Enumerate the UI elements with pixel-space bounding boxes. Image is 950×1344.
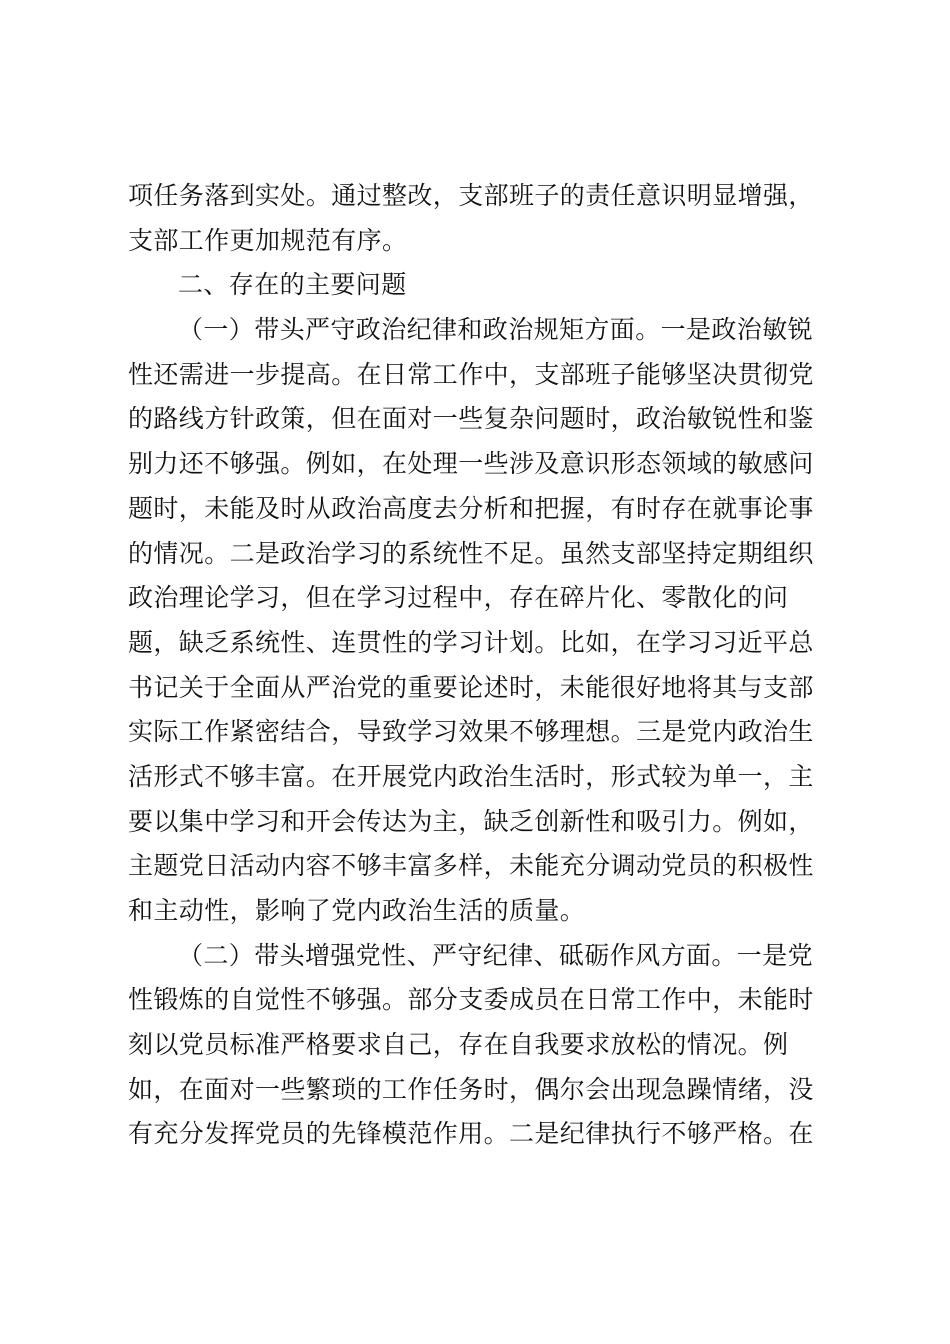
text-line-15: 要以集中学习和开会传达为主，缺乏创新性和吸引力。例如，	[128, 806, 814, 836]
text-line-10: 政治理论学习，但在学习过程中，存在碎片化、零散化的问	[128, 583, 789, 613]
text-line-20: 刻以党员标准严格要求自己，存在自我要求放松的情况。例	[128, 1030, 789, 1060]
subsection-heading-1: （一）带头严守政治纪律和政治规矩方面。一是政治敏锐	[178, 315, 814, 345]
text-line-17: 和主动性，影响了党内政治生活的质量。	[128, 896, 586, 925]
text-line-16: 主题党日活动内容不够丰富多样，未能充分调动党员的积极性	[128, 851, 814, 881]
text-line-14: 活形式不够丰富。在开展党内政治生活时，形式较为单一，主	[128, 761, 814, 791]
text-line-2: 支部工作更加规范有序。	[128, 225, 408, 255]
text-line-22: 有充分发挥党员的先锋模范作用。二是纪律执行不够严格。在	[128, 1119, 814, 1149]
text-line-19: 性锻炼的自觉性不够强。部分支委成员在日常工作中，未能时	[128, 985, 814, 1015]
document-body	[128, 174, 820, 1157]
text-line-1: 项任务落到实处。通过整改，支部班子的责任意识明显增强，	[128, 181, 814, 210]
text-line-13: 实际工作紧密结合，导致学习效果不够理想。三是党内政治生	[128, 717, 814, 747]
section-heading: 二、存在的主要问题	[178, 270, 407, 300]
subsection-heading-2: （二）带头增强党性、严守纪律、砥砺作风方面。一是党	[178, 940, 814, 970]
text-line-11: 题，缺乏系统性、连贯性的学习计划。比如，在学习习近平总	[128, 627, 814, 657]
text-line-6: 的路线方针政策，但在面对一些复杂问题时，政治敏锐性和鉴	[128, 404, 814, 434]
text-line-8: 题时，未能及时从政治高度去分析和把握，有时存在就事论事	[128, 493, 814, 523]
text-line-12: 书记关于全面从严治党的重要论述时，未能很好地将其与支部	[128, 672, 814, 702]
text-line-5: 性还需进一步提高。在日常工作中，支部班子能够坚决贯彻党	[128, 359, 814, 389]
text-line-21: 如，在面对一些繁琐的工作任务时，偶尔会出现急躁情绪，没	[128, 1074, 814, 1104]
text-line-9: 的情况。二是政治学习的系统性不足。虽然支部坚持定期组织	[128, 538, 814, 568]
text-line-7: 别力还不够强。例如，在处理一些涉及意识形态领域的敏感问	[128, 449, 814, 479]
